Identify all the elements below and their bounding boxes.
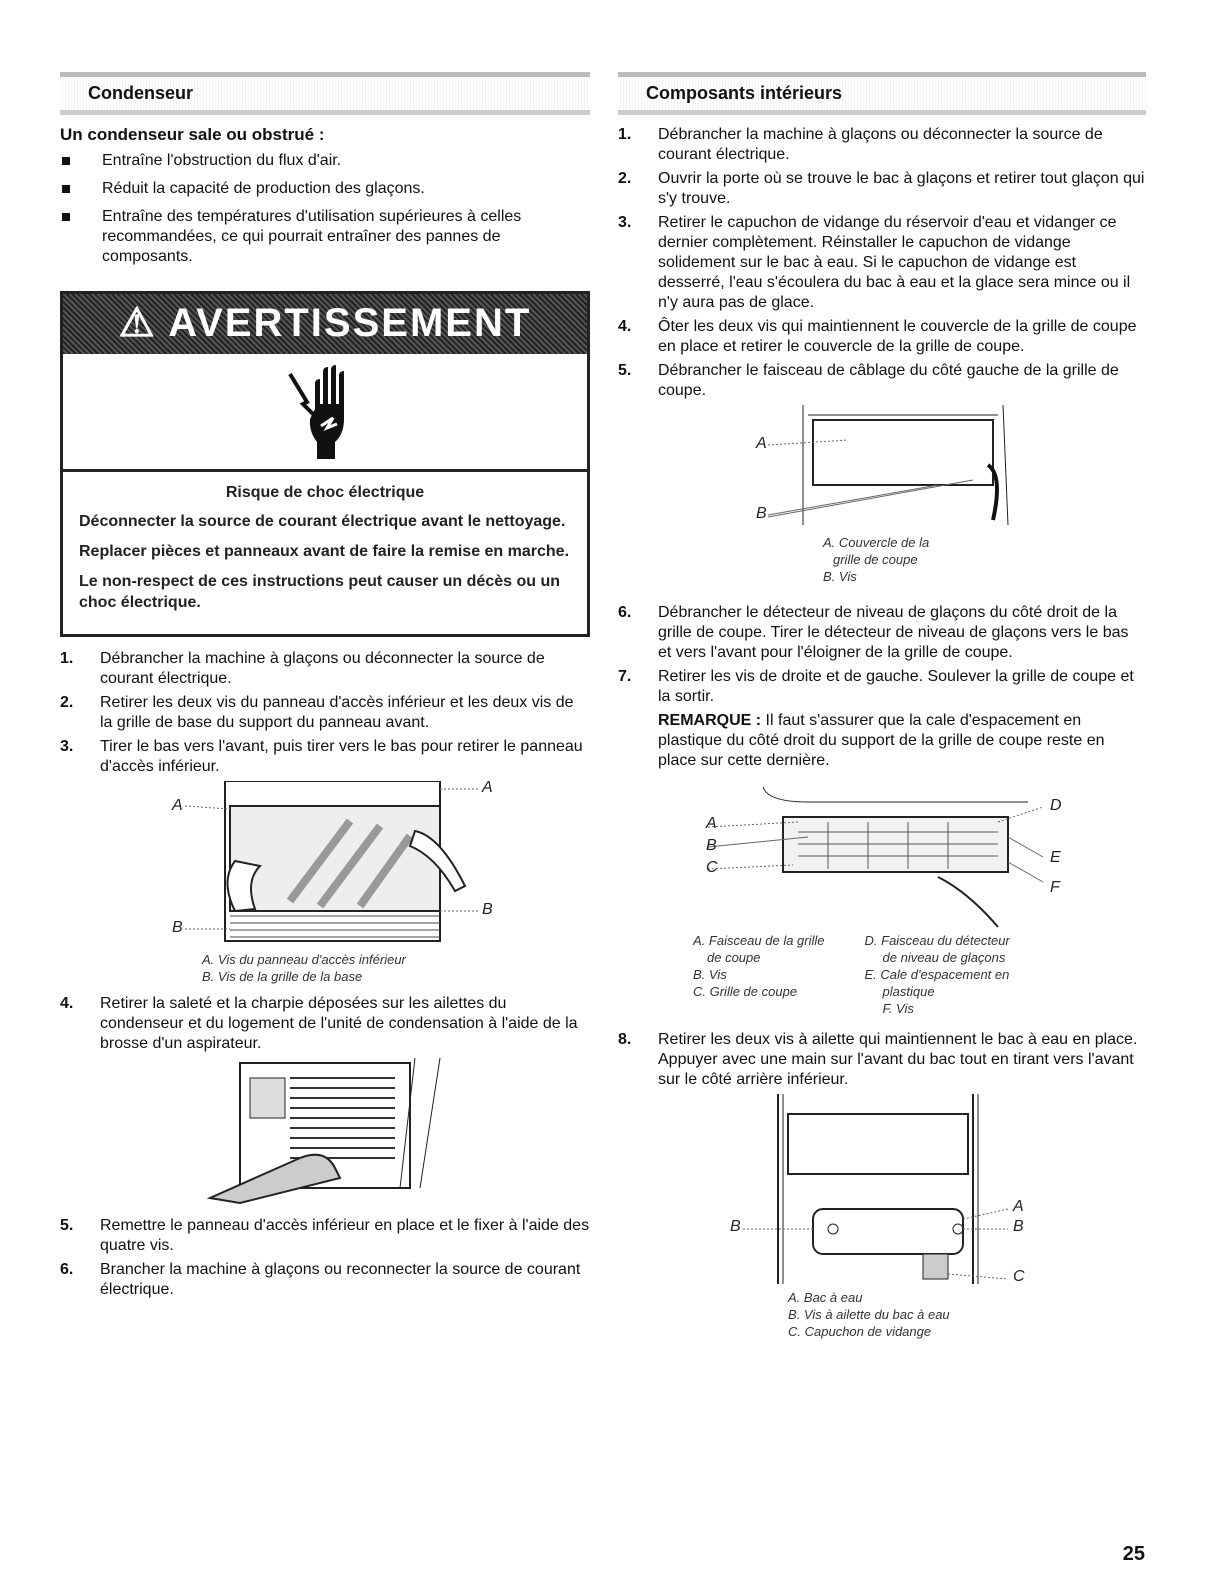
figure-caption: B. Vis de la grille de la base (202, 969, 363, 984)
page-number: 25 (1122, 1543, 1145, 1565)
figure-caption: F. Vis (882, 1001, 914, 1016)
steps-list (618, 125, 1146, 401)
callout-label: F (1050, 879, 1060, 896)
section-title-condenseur: Condenseur (60, 72, 590, 115)
figure-caption: A. Couvercle de la (823, 535, 930, 550)
warning-triangle-icon: ⚠ (118, 301, 157, 345)
figure-caption: plastique (882, 984, 935, 999)
figure-caption: B. Vis à ailette du bac à eau (788, 1307, 950, 1322)
figure-caption: de coupe (707, 950, 761, 965)
callout-label: A (172, 797, 183, 814)
electric-shock-hand-icon (285, 364, 365, 464)
warning-risk: Risque de choc électrique (225, 484, 425, 501)
figure-caption: B. Vis (693, 967, 727, 982)
figure-caption: de niveau de glaçons (882, 950, 1006, 965)
warning-line: Déconnecter la source de courant électrique avant le nettoyage. (79, 513, 566, 530)
list-item: Entraîne l'obstruction du flux d'air. (60, 151, 590, 171)
figure-condenser (60, 1058, 590, 1208)
list-item: 7. Retirer les vis de droite et de gauche. Soulever la grille de coupe et la sortir. (618, 668, 1134, 705)
callout-label: A (706, 815, 717, 832)
list-item: 2. Retirer les deux vis du panneau d'accès inférieur et les deux vis de la grille de base du support du panneau avant. (60, 694, 574, 731)
list-item: 3. Tirer le bas vers l'avant, puis tirer vers le bas pour retirer le panneau d'accès inférieur. (60, 738, 583, 775)
callout-label: B (1013, 1218, 1024, 1235)
access-panel-illustration (60, 781, 590, 951)
list-item: 4. Retirer la saleté et la charpie déposées sur les ailettes du condenseur et du logement de l'unité de condensation à l'aide de la brosse d'un aspirateur. (60, 995, 578, 1052)
figure-caption: C. Grille de coupe (693, 984, 798, 999)
figure-cutter-grid-cover (618, 405, 1146, 595)
list-item: 4. Ôter les deux vis qui maintiennent le couvercle de la grille de coupe en place et retirer le couvercle de la grille de coupe. (618, 318, 1137, 355)
callout-label: B (172, 919, 183, 936)
figure-caption: A. Bac à eau (788, 1290, 863, 1305)
figure-caption: A. Faisceau de la grille (693, 933, 825, 948)
list-item: Entraîne des températures d'utilisation supérieures à celles recommandées, ce qui pourrait entraîner des pannes de composants. (60, 207, 590, 267)
figure-water-tank (618, 1094, 1146, 1344)
bullet-list (60, 151, 590, 267)
steps-list (60, 1216, 590, 1300)
callout-label: A (482, 779, 493, 796)
note-text: Il faut s'assurer que la cale d'espacement en plastique du côté droit du support de la grille de coupe reste en place sur cette dernière. (658, 712, 1105, 769)
cutter-grid-illustration (618, 777, 1146, 932)
list-item: 1. Débrancher la machine à glaçons ou déconnecter la source de courant électrique. (60, 650, 545, 687)
warning-title: ⚠ AVERTISSEMENT (63, 294, 587, 354)
callout-label: B (482, 901, 493, 918)
left-column (60, 72, 590, 1304)
warning-line: Le non-respect de ces instructions peut causer un décès ou un choc électrique. (79, 573, 560, 611)
note (618, 711, 1146, 771)
section-title-composants: Composants intérieurs (618, 72, 1146, 115)
note-label: REMARQUE : (658, 712, 762, 729)
steps-list (60, 649, 590, 777)
callout-label: B (756, 505, 767, 522)
subheading: Un condenseur sale ou obstrué : (60, 125, 325, 144)
condenser-illustration (60, 1058, 590, 1208)
warning-box (60, 291, 590, 637)
warning-line: Replacer pièces et panneaux avant de faire la remise en marche. (79, 543, 570, 560)
list-item: 6. Débrancher le détecteur de niveau de glaçons du côté droit de la grille de coupe. Tirer le détecteur de niveau de glaçons vers le bas et vers l'avant pour l'éloigner de la grille de coupe. (618, 604, 1129, 661)
figure-caption: B. Vis (823, 569, 857, 584)
callout-label: C (1013, 1268, 1025, 1285)
steps-list (60, 994, 590, 1054)
figure-caption: E. Cale d'espacement en (864, 967, 1010, 982)
cutter-grid-cover-illustration (618, 405, 1146, 530)
list-item: Réduit la capacité de production des glaçons. (60, 179, 590, 199)
figure-caption: C. Capuchon de vidange (788, 1324, 932, 1339)
figure-cutter-grid (618, 777, 1146, 1022)
list-item: 2. Ouvrir la porte où se trouve le bac à glaçons et retirer tout glaçon qui s'y trouve. (618, 170, 1145, 207)
figure-access-panel (60, 781, 590, 986)
steps-list (618, 1030, 1146, 1090)
figure-caption: grille de coupe (833, 552, 918, 567)
list-item: 1. Débrancher la machine à glaçons ou déconnecter la source de courant électrique. (618, 126, 1103, 163)
callout-label: B (730, 1218, 741, 1235)
list-item: 5. Débrancher le faisceau de câblage du côté gauche de la grille de coupe. (618, 362, 1119, 399)
callout-label: E (1050, 849, 1061, 866)
list-item: 3. Retirer le capuchon de vidange du réservoir d'eau et vidanger ce dernier complètement. Réinstaller le capuchon de vidange solidement sur le bac à eau. Si le capuchon de vidange est desserré, l'eau s'écoulera du bac à eau et la glace sera mince ou il n'y aura pas de glace. (618, 214, 1131, 311)
steps-list (618, 603, 1146, 707)
right-column (618, 72, 1146, 1352)
list-item: 8. Retirer les deux vis à ailette qui maintiennent le bac à eau en place. Appuyer avec une main sur l'avant du bac tout en tirant vers l'avant sur le côté arrière inférieur. (618, 1031, 1138, 1088)
callout-label: B (706, 837, 717, 854)
list-item: 5. Remettre le panneau d'accès inférieur en place et le fixer à l'aide des quatre vis. (60, 1217, 590, 1254)
callout-label: A (756, 435, 767, 452)
figure-caption: A. Vis du panneau d'accès inférieur (202, 952, 406, 967)
figure-caption: D. Faisceau du détecteur (864, 933, 1010, 948)
callout-label: C (706, 859, 718, 876)
callout-label: A (1013, 1198, 1024, 1215)
water-tank-illustration (618, 1094, 1146, 1289)
callout-label: D (1050, 797, 1062, 814)
list-item: 6. Brancher la machine à glaçons ou reconnecter la source de courant électrique. (60, 1261, 581, 1298)
